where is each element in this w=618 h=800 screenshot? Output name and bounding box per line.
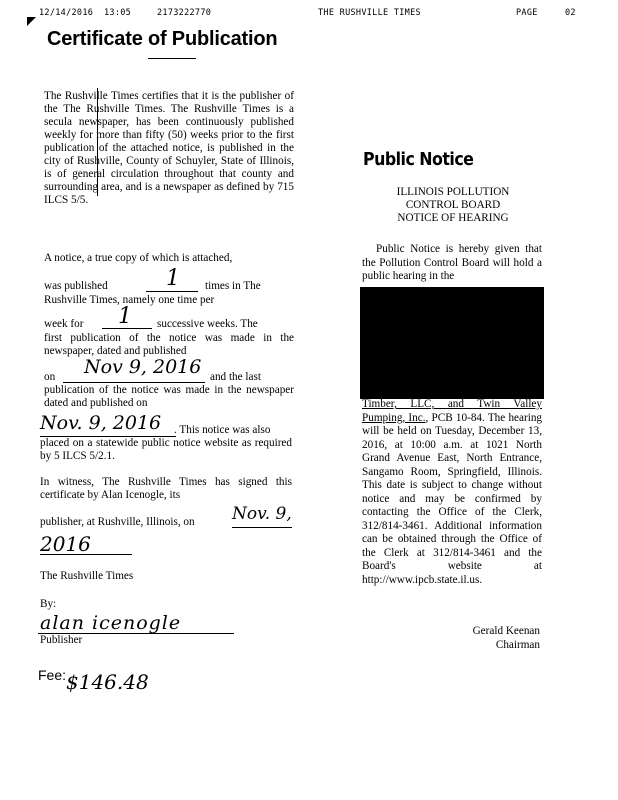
publisher-signature: alan icenogle <box>40 612 182 634</box>
fax-page-label: PAGE <box>516 8 538 18</box>
publisher-label: Publisher <box>40 634 83 646</box>
first-date-blank <box>63 382 205 383</box>
published-times-value: 1 <box>166 266 180 291</box>
notice-body-text: PCB 10-84. The hearing will be held on Tuesday, December 13, 2016, at 10:00 a.m. at 1021 North Grand Avenue East, North Entrance, Sangamo Room, Springfield, Illinois. This date is subject to change without notice and may be confirmed by contacting the Office of the Clerk, 312/814-3461. Additional information can be obtained through the Office of the Clerk at 312/814-3461 and the Board's website at http://www.ipcb.state.il.us. <box>362 411 543 586</box>
on-label: on <box>44 371 56 383</box>
fee-amount: $146.48 <box>66 670 149 694</box>
fax-sender: THE RUSHVILLE TIMES <box>318 8 421 18</box>
notice-line: A notice, a true copy of which is attached, <box>44 252 233 264</box>
public-notice-title: Public Notice <box>363 149 474 170</box>
newspaper-name: The Rushville Times <box>40 570 134 582</box>
week-suffix: successive weeks. The <box>157 318 258 330</box>
last-date-value: Nov. 9, 2016 <box>40 412 162 434</box>
sign-date-part1: Nov. 9, <box>232 504 292 524</box>
certificate-paragraph: The Rushville Times certifies that it is the publisher of the The Rushville Times. The Rushville Times is a secula newspaper, has been continuously published weekly for more than fifty (50) weeks prior to the first publication of the attached notice, is published in the city of Rushville, County of Schuyler, State of Illinois, is of general circulation throughout that county and surrounding area, and is a newspaper as defined by 715 ILCS 5/5. <box>44 90 294 206</box>
notice-intro: Public Notice is hereby given that the Pollution Control Board will hold a public hearing in the <box>362 243 542 282</box>
witness-text: In witness, The Rushville Times has signed this certificate by Alan Icenogle, its <box>40 476 292 501</box>
certificate-title: Certificate of Publication <box>47 28 278 50</box>
published-prefix: was published <box>44 280 108 292</box>
notice-heading-line1: ILLINOIS POLLUTION <box>396 186 510 198</box>
last-publication-text: publication of the notice was made in the newspaper dated and published on <box>44 384 294 409</box>
redacted-block <box>360 287 544 399</box>
corner-arrow-icon <box>27 17 36 26</box>
signer-title: Chairman <box>495 639 540 651</box>
and-last-text: and the last <box>210 371 261 383</box>
fax-page-number: 02 <box>565 8 576 18</box>
by-label: By: <box>40 598 57 610</box>
fax-time: 13:05 <box>104 8 132 18</box>
sign-date-blank-2 <box>40 554 132 555</box>
case-parties: Timber, LLC, and Twin Valley Pumping, Inc., <box>362 398 542 424</box>
sign-date-part2: 2016 <box>40 532 91 556</box>
sign-date-blank-1 <box>232 527 292 528</box>
signer-name: Gerald Keenan <box>472 625 540 637</box>
title-underline <box>148 58 196 59</box>
website-tail: . This notice was also <box>174 424 271 436</box>
namely-line: Rushville Times, namely one time per <box>44 294 215 306</box>
first-publication-text: first publication of the notice was made in the newspaper, dated and published <box>44 332 294 357</box>
notice-heading-line2: CONTROL BOARD <box>405 199 501 211</box>
published-times-blank <box>146 291 198 292</box>
notice-heading <box>358 186 548 225</box>
week-prefix: week for <box>44 318 84 330</box>
notice-signature <box>420 624 540 652</box>
fee-label: Fee: <box>38 667 67 683</box>
fax-date: 12/14/2016 <box>39 8 94 18</box>
fax-phone: 2173222770 <box>157 8 212 18</box>
website-text: placed on a statewide public notice website as required by 5 ILCS 5/2.1. <box>40 437 292 462</box>
notice-body <box>362 398 542 587</box>
first-date-value: Nov 9, 2016 <box>84 356 202 378</box>
published-suffix: times in The <box>205 280 261 292</box>
publisher-at-text: publisher, at Rushville, Illinois, on <box>40 516 195 528</box>
notice-heading-line3: NOTICE OF HEARING <box>397 212 509 224</box>
successive-weeks-value: 1 <box>118 304 132 329</box>
